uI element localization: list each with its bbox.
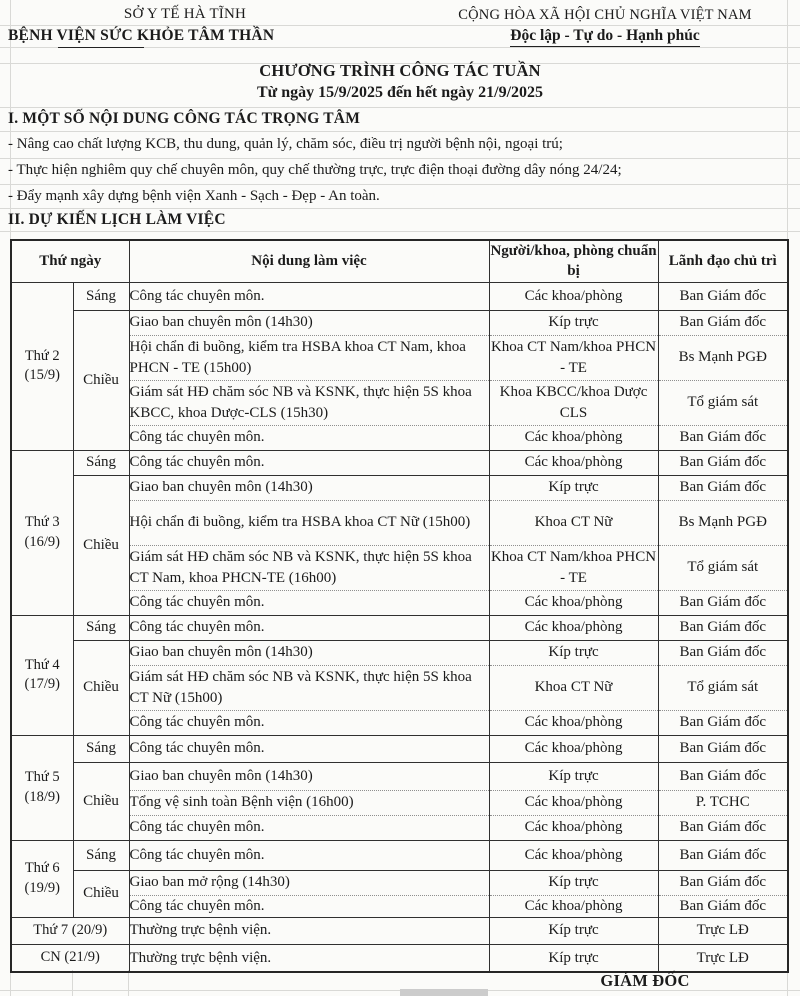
task-content: Giao ban chuyên môn (14h30) [129,475,489,500]
day-date: (19/9) [24,879,60,896]
task-preparer: Khoa KBCC/khoa Dược CLS [489,380,658,425]
dept-name: SỞ Y TẾ HÀ TĨNH [123,6,247,22]
schedule-table [10,239,789,973]
table-row [11,640,788,665]
gridline [128,970,129,996]
task-preparer: Khoa CT Nam/khoa PHCN - TE [489,545,658,590]
task-content: Giao ban chuyên môn (14h30) [129,640,489,665]
gridline [0,231,800,232]
section1-heading: I. MỘT SỐ NỘI DUNG CÔNG TÁC TRỌNG TÂM [8,110,361,127]
day-date: (18/9) [24,788,60,805]
table-row [11,870,788,895]
task-leader: Ban Giám đốc [658,282,788,310]
task-preparer: Các khoa/phòng [489,815,658,840]
task-preparer: Các khoa/phòng [489,735,658,762]
task-preparer: Các khoa/phòng [489,895,658,917]
task-preparer: Các khoa/phòng [489,425,658,450]
task-leader: Ban Giám đốc [658,475,788,500]
task-content: Công tác chuyên môn. [129,840,489,870]
task-leader: Ban Giám đốc [658,870,788,895]
focus-item-1: - Nâng cao chất lượng KCB, thu dung, quản lý, chăm sóc, điều trị người bệnh nội, ngoại trú; [8,136,563,152]
task-preparer: Kíp trực [489,917,658,944]
col-header-leader: Lãnh đạo chủ trì [658,240,788,282]
session-afternoon: Chiều [73,762,129,840]
session-afternoon: Chiều [73,475,129,615]
gridline [72,970,73,996]
national-motto-underlined: Độc lập - Tự do - Hạnh phúc [510,27,699,47]
task-content: Tổng vệ sinh toàn Bệnh viện (16h00) [129,790,489,815]
table-row [11,282,788,310]
task-preparer: Kíp trực [489,640,658,665]
task-preparer: Khoa CT Nữ [489,665,658,710]
task-content: Công tác chuyên môn. [129,282,489,310]
task-leader: Bs Mạnh PGĐ [658,335,788,380]
national-motto-line2 [420,27,790,47]
session-morning: Sáng [73,450,129,475]
task-content: Thường trực bệnh viện. [129,917,489,944]
task-preparer: Kíp trực [489,762,658,790]
gridline [0,131,800,132]
task-preparer: Các khoa/phòng [489,790,658,815]
session-morning: Sáng [73,735,129,762]
task-leader: Bs Mạnh PGĐ [658,500,788,545]
task-preparer: Các khoa/phòng [489,450,658,475]
task-content: Hội chẩn đi buồng, kiểm tra HSBA khoa CT Nam, khoa PHCN - TE (15h00) [129,335,489,380]
task-leader: Ban Giám đốc [658,590,788,615]
focus-item-2: - Thực hiện nghiêm quy chế chuyên môn, quy chế thường trực, trực điện thoại đường dây nóng 24/24; [8,162,622,178]
task-leader: Ban Giám đốc [658,425,788,450]
national-motto-line1: CỘNG HÒA XÃ HỘI CHỦ NGHĨA VIỆT NAM [458,7,752,23]
task-leader: Ban Giám đốc [658,895,788,917]
col-header-day: Thứ ngày [11,240,129,282]
task-preparer: Kíp trực [489,310,658,335]
task-preparer: Các khoa/phòng [489,710,658,735]
task-content: Công tác chuyên môn. [129,815,489,840]
task-leader: Ban Giám đốc [658,450,788,475]
day-date: (16/9) [24,533,60,550]
page-title: CHƯƠNG TRÌNH CÔNG TÁC TUẦN [259,61,541,80]
artifact-gray-cell [400,989,488,996]
task-leader: Trực LĐ [658,917,788,944]
table-row [11,840,788,870]
task-leader: Tổ giám sát [658,380,788,425]
day-label: Thứ 2 [24,347,60,364]
table-row [11,735,788,762]
task-leader: Ban Giám đốc [658,615,788,640]
section2-heading: II. DỰ KIẾN LỊCH LÀM VIỆC [8,211,226,228]
org-name: BỆNH VIỆN SỨC KHỎE TÂM THẦN [8,27,275,44]
task-leader: Ban Giám đốc [658,840,788,870]
task-leader: Ban Giám đốc [658,640,788,665]
gridline [0,208,800,209]
task-content: Giao ban mở rộng (14h30) [129,870,489,895]
task-content: Thường trực bệnh viện. [129,944,489,972]
gridline [0,25,800,26]
table-header-row [11,240,788,282]
session-morning: Sáng [73,282,129,310]
day-cell: CN (21/9) [11,944,129,972]
task-leader: P. TCHC [658,790,788,815]
task-preparer: Khoa CT Nam/khoa PHCN - TE [489,335,658,380]
task-content: Giám sát HĐ chăm sóc NB và KSNK, thực hiện 5S khoa CT Nữ (15h00) [129,665,489,710]
task-content: Công tác chuyên môn. [129,590,489,615]
day-label: Thứ 6 [24,860,60,877]
signature-title: GIÁM ĐỐC [600,971,690,990]
focus-item-3: - Đẩy mạnh xây dựng bệnh viện Xanh - Sạch - Đẹp - An toàn. [8,188,380,204]
task-content: Giao ban chuyên môn (14h30) [129,310,489,335]
col-header-content: Nội dung làm việc [129,240,489,282]
session-afternoon: Chiều [73,310,129,450]
task-leader: Ban Giám đốc [658,710,788,735]
task-content: Giám sát HĐ chăm sóc NB và KSNK, thực hiện 5S khoa CT Nam, khoa PHCN-TE (16h00) [129,545,489,590]
task-preparer: Các khoa/phòng [489,840,658,870]
day-cell [11,735,73,840]
day-cell: Thứ 7 (20/9) [11,917,129,944]
day-cell [11,840,73,917]
day-cell [11,450,73,615]
col-header-preparer: Người/khoa, phòng chuẩn bị [489,240,658,282]
task-content: Công tác chuyên môn. [129,425,489,450]
day-label: Thứ 4 [24,656,60,673]
day-date: (15/9) [24,367,60,383]
gridline [0,107,800,108]
task-leader: Ban Giám đốc [658,815,788,840]
session-afternoon: Chiều [73,640,129,735]
table-row [11,475,788,500]
day-cell [11,282,73,450]
task-leader: Ban Giám đốc [658,762,788,790]
table-row [11,310,788,335]
task-content: Hội chẩn đi buồng, kiểm tra HSBA khoa CT Nữ (15h00) [129,500,489,545]
task-leader: Trực LĐ [658,944,788,972]
task-content: Công tác chuyên môn. [129,450,489,475]
task-content: Công tác chuyên môn. [129,710,489,735]
task-leader: Ban Giám đốc [658,310,788,335]
task-leader: Ban Giám đốc [658,735,788,762]
day-label: Thứ 5 [24,769,60,786]
task-content: Công tác chuyên môn. [129,895,489,917]
session-morning: Sáng [73,615,129,640]
task-content: Giám sát HĐ chăm sóc NB và KSNK, thực hiện 5S khoa KBCC, khoa Dược-CLS (15h30) [129,380,489,425]
table-row [11,762,788,790]
table-row [11,944,788,972]
task-preparer: Các khoa/phòng [489,615,658,640]
task-leader: Tổ giám sát [658,545,788,590]
task-content: Công tác chuyên môn. [129,615,489,640]
session-morning: Sáng [73,840,129,870]
table-row [11,450,788,475]
day-cell [11,615,73,735]
task-content: Giao ban chuyên môn (14h30) [129,762,489,790]
session-afternoon: Chiều [73,870,129,917]
org-underline [58,47,144,48]
task-preparer: Kíp trực [489,944,658,972]
task-content: Công tác chuyên môn. [129,735,489,762]
task-preparer: Kíp trực [489,475,658,500]
task-preparer: Khoa CT Nữ [489,500,658,545]
task-preparer: Các khoa/phòng [489,590,658,615]
day-label: Thứ 3 [24,514,60,531]
table-row [11,917,788,944]
day-date: (17/9) [24,676,60,692]
page-date-range: Từ ngày 15/9/2025 đến hết ngày 21/9/2025 [256,84,544,101]
task-preparer: Kíp trực [489,870,658,895]
task-leader: Tổ giám sát [658,665,788,710]
task-preparer: Các khoa/phòng [489,282,658,310]
gridline [0,184,800,185]
table-row [11,615,788,640]
gridline [0,158,800,159]
